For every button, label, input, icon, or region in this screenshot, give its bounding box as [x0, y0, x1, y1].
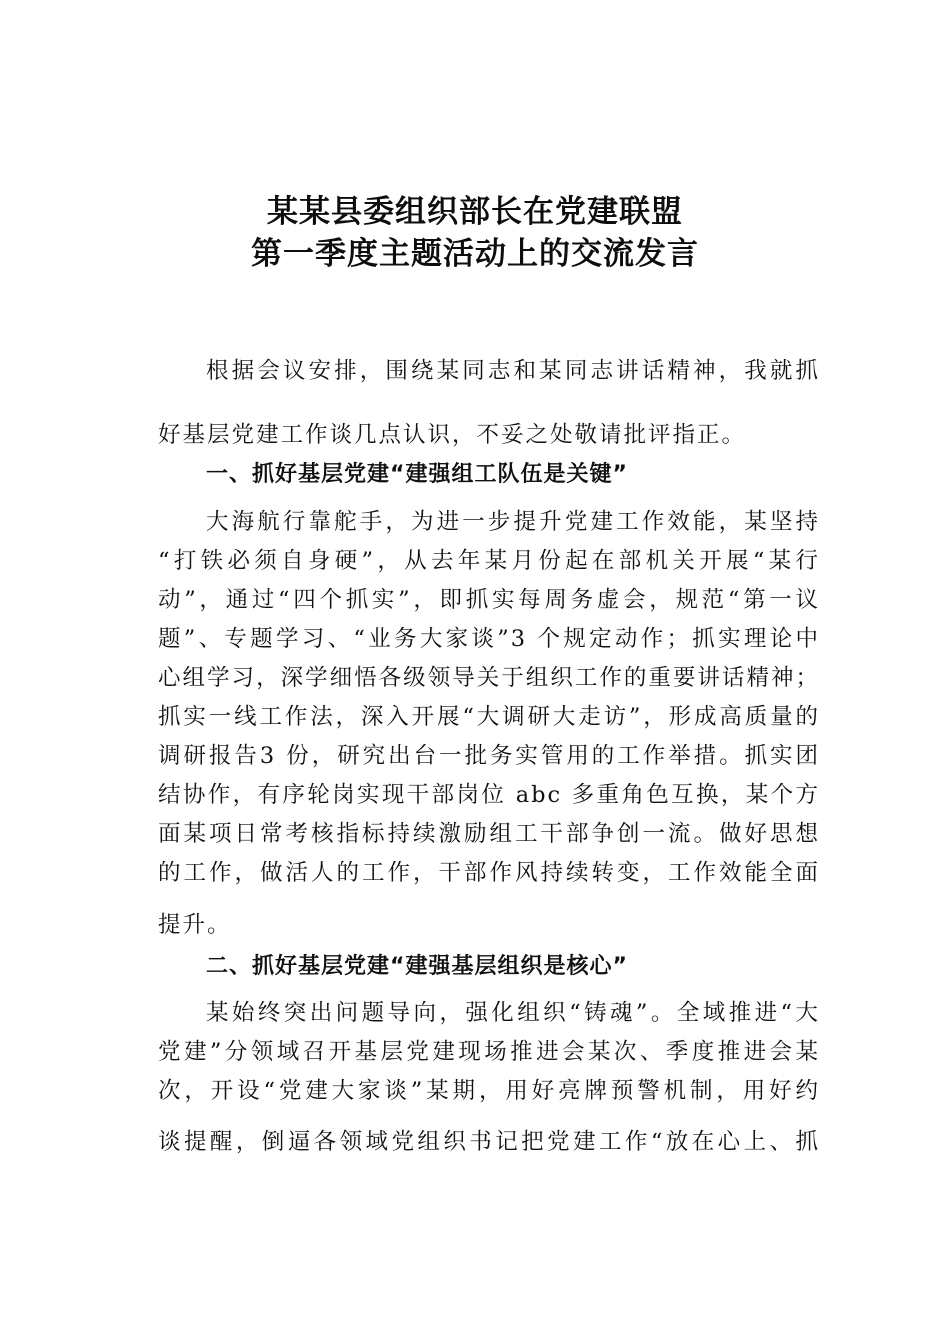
section-heading-1: 一、抓好基层党建“建强组工队伍是关键”	[206, 462, 628, 487]
text-line: 提升。	[158, 912, 232, 938]
text-line: 党建”分领域召开基层党建现场推进会某次、季度推进会某	[158, 1039, 820, 1065]
text-line: 调研报告3 份，研究出台一批务实管用的工作举措。抓实团	[158, 743, 820, 769]
text-line: 抓实一线工作法，深入开展“大调研大走访”，形成高质量的	[158, 704, 820, 730]
text-line: 心组学习，深学细悟各级领导关于组织工作的重要讲话精神；	[158, 665, 820, 691]
text-line: 次，开设“党建大家谈”某期，用好亮牌预警机制，用好约	[158, 1078, 820, 1104]
document-title-line-2: 第一季度主题活动上的交流发言	[251, 236, 699, 272]
section-heading-2: 二、抓好基层党建“建强基层组织是核心”	[206, 954, 628, 979]
text-line: 根据会议安排，围绕某同志和某同志讲话精神，我就抓	[206, 358, 820, 384]
text-line: 大海航行靠舵手，为进一步提升党建工作效能，某坚持	[206, 509, 820, 535]
text-line: 谈提醒，倒逼各领域党组织书记把党建工作“放在心上、抓	[158, 1129, 820, 1155]
document-title-line-1: 某某县委组织部长在党建联盟	[267, 194, 683, 230]
text-line: 好基层党建工作谈几点认识，不妥之处敬请批评指正。	[158, 422, 747, 448]
text-line: 面某项日常考核指标持续激励组工干部争创一流。做好思想	[158, 821, 820, 847]
text-line: 的工作，做活人的工作，干部作风持续转变，工作效能全面	[158, 860, 820, 886]
text-line: 题”、专题学习、“业务大家谈”3 个规定动作；抓实理论中	[158, 626, 820, 652]
text-line: 某始终突出问题导向，强化组织“铸魂”。全域推进“大	[206, 1000, 820, 1026]
text-line: 结协作，有序轮岗实现干部岗位 abc 多重角色互换，某个方	[158, 782, 820, 808]
text-line: 动”，通过“四个抓实”，即抓实每周务虚会，规范“第一议	[158, 587, 820, 613]
text-line: “打铁必须自身硬”，从去年某月份起在部机关开展“某行	[158, 548, 820, 574]
